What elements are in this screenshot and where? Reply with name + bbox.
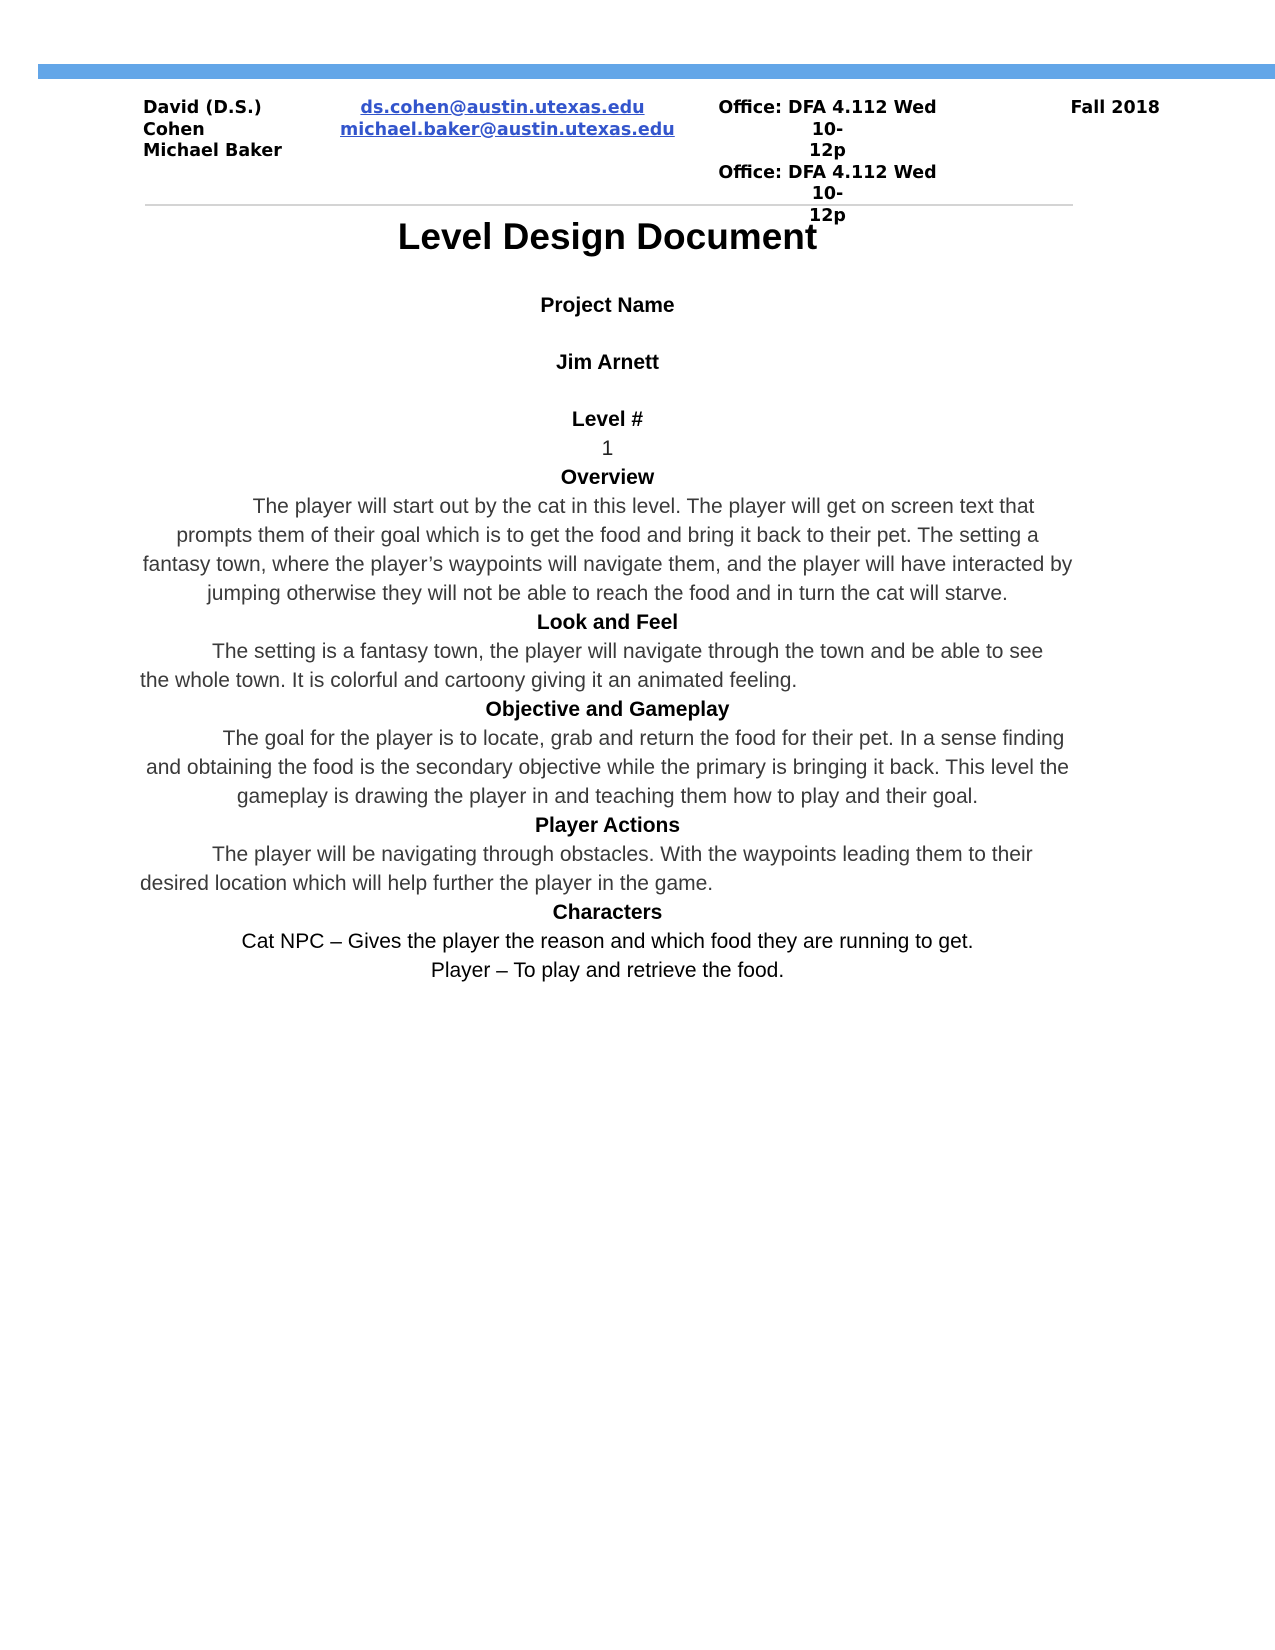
office-hours-line: 12p: [809, 141, 846, 161]
instructor-emails: [340, 98, 675, 141]
header-divider: [145, 204, 1073, 206]
section-heading-characters: Characters: [552, 901, 663, 924]
character-line: Player – To play and retrieve the food.: [430, 959, 785, 982]
instructor-name-line: Cohen: [143, 119, 205, 140]
instructor-name-line: David (D.S.): [143, 98, 262, 118]
paragraph-text: The player will be navigating through obstacles. With the waypoints leading them to their desired location which will help further the player in the game.: [140, 843, 1033, 895]
section-body-overview: [140, 492, 1075, 608]
section-body-objective: [140, 724, 1075, 811]
section-heading-look-and-feel: Look and Feel: [536, 611, 679, 634]
header-accent-bar: [38, 64, 1275, 79]
level-label: Level #: [571, 408, 644, 431]
office-hours: [705, 98, 950, 227]
section-heading-objective: Objective and Gameplay: [485, 698, 730, 721]
spacer: [140, 320, 1075, 348]
office-hours-line: Office: DFA 4.112 Wed 10-: [718, 98, 937, 140]
section-heading-player-actions: Player Actions: [534, 814, 681, 837]
spacer: [140, 377, 1075, 405]
project-name-label: Project Name: [540, 294, 675, 317]
paragraph-text: The goal for the player is to locate, grab and return the food for their pet. In a sense finding and obtaining the food is the secondary objective while the primary is bringing it back. This level the gameplay is drawing the player in and teaching them how to play and their goal.: [146, 727, 1069, 808]
office-hours-line: 12p: [809, 205, 846, 226]
section-body-player-actions: [140, 840, 1075, 898]
instructor-names: [143, 98, 323, 163]
email-link-cohen[interactable]: ds.cohen@austin.utexas.edu: [360, 98, 645, 118]
paragraph-text: The player will start out by the cat in this level. The player will get on screen text that prompts them of their goal which is to get the food and bring it back to their pet. The setting a fantasy town, where the player’s waypoints will navigate them, and the player will have interacted by jumping otherwise they will not be able to reach the food and in turn the cat will starve.: [142, 495, 1073, 605]
character-line: Cat NPC – Gives the player the reason and which food they are running to get.: [241, 930, 974, 953]
term-label: Fall 2018: [1070, 98, 1160, 118]
section-heading-overview: Overview: [560, 466, 655, 489]
instructor-name-line: Michael Baker: [143, 141, 282, 161]
email-link-baker[interactable]: michael.baker@austin.utexas.edu: [340, 119, 675, 140]
document-title: Level Design Document: [397, 216, 818, 257]
office-hours-line: Office: DFA 4.112 Wed 10-: [718, 162, 937, 204]
paragraph-text: The setting is a fantasy town, the player will navigate through the town and be able to see the whole town. It is colorful and cartoony giving it an animated feeling.: [140, 640, 1044, 692]
document-body: [140, 214, 1075, 985]
author-name: Jim Arnett: [555, 351, 660, 374]
level-value: 1: [601, 437, 614, 460]
section-body-look-and-feel: [140, 637, 1075, 695]
